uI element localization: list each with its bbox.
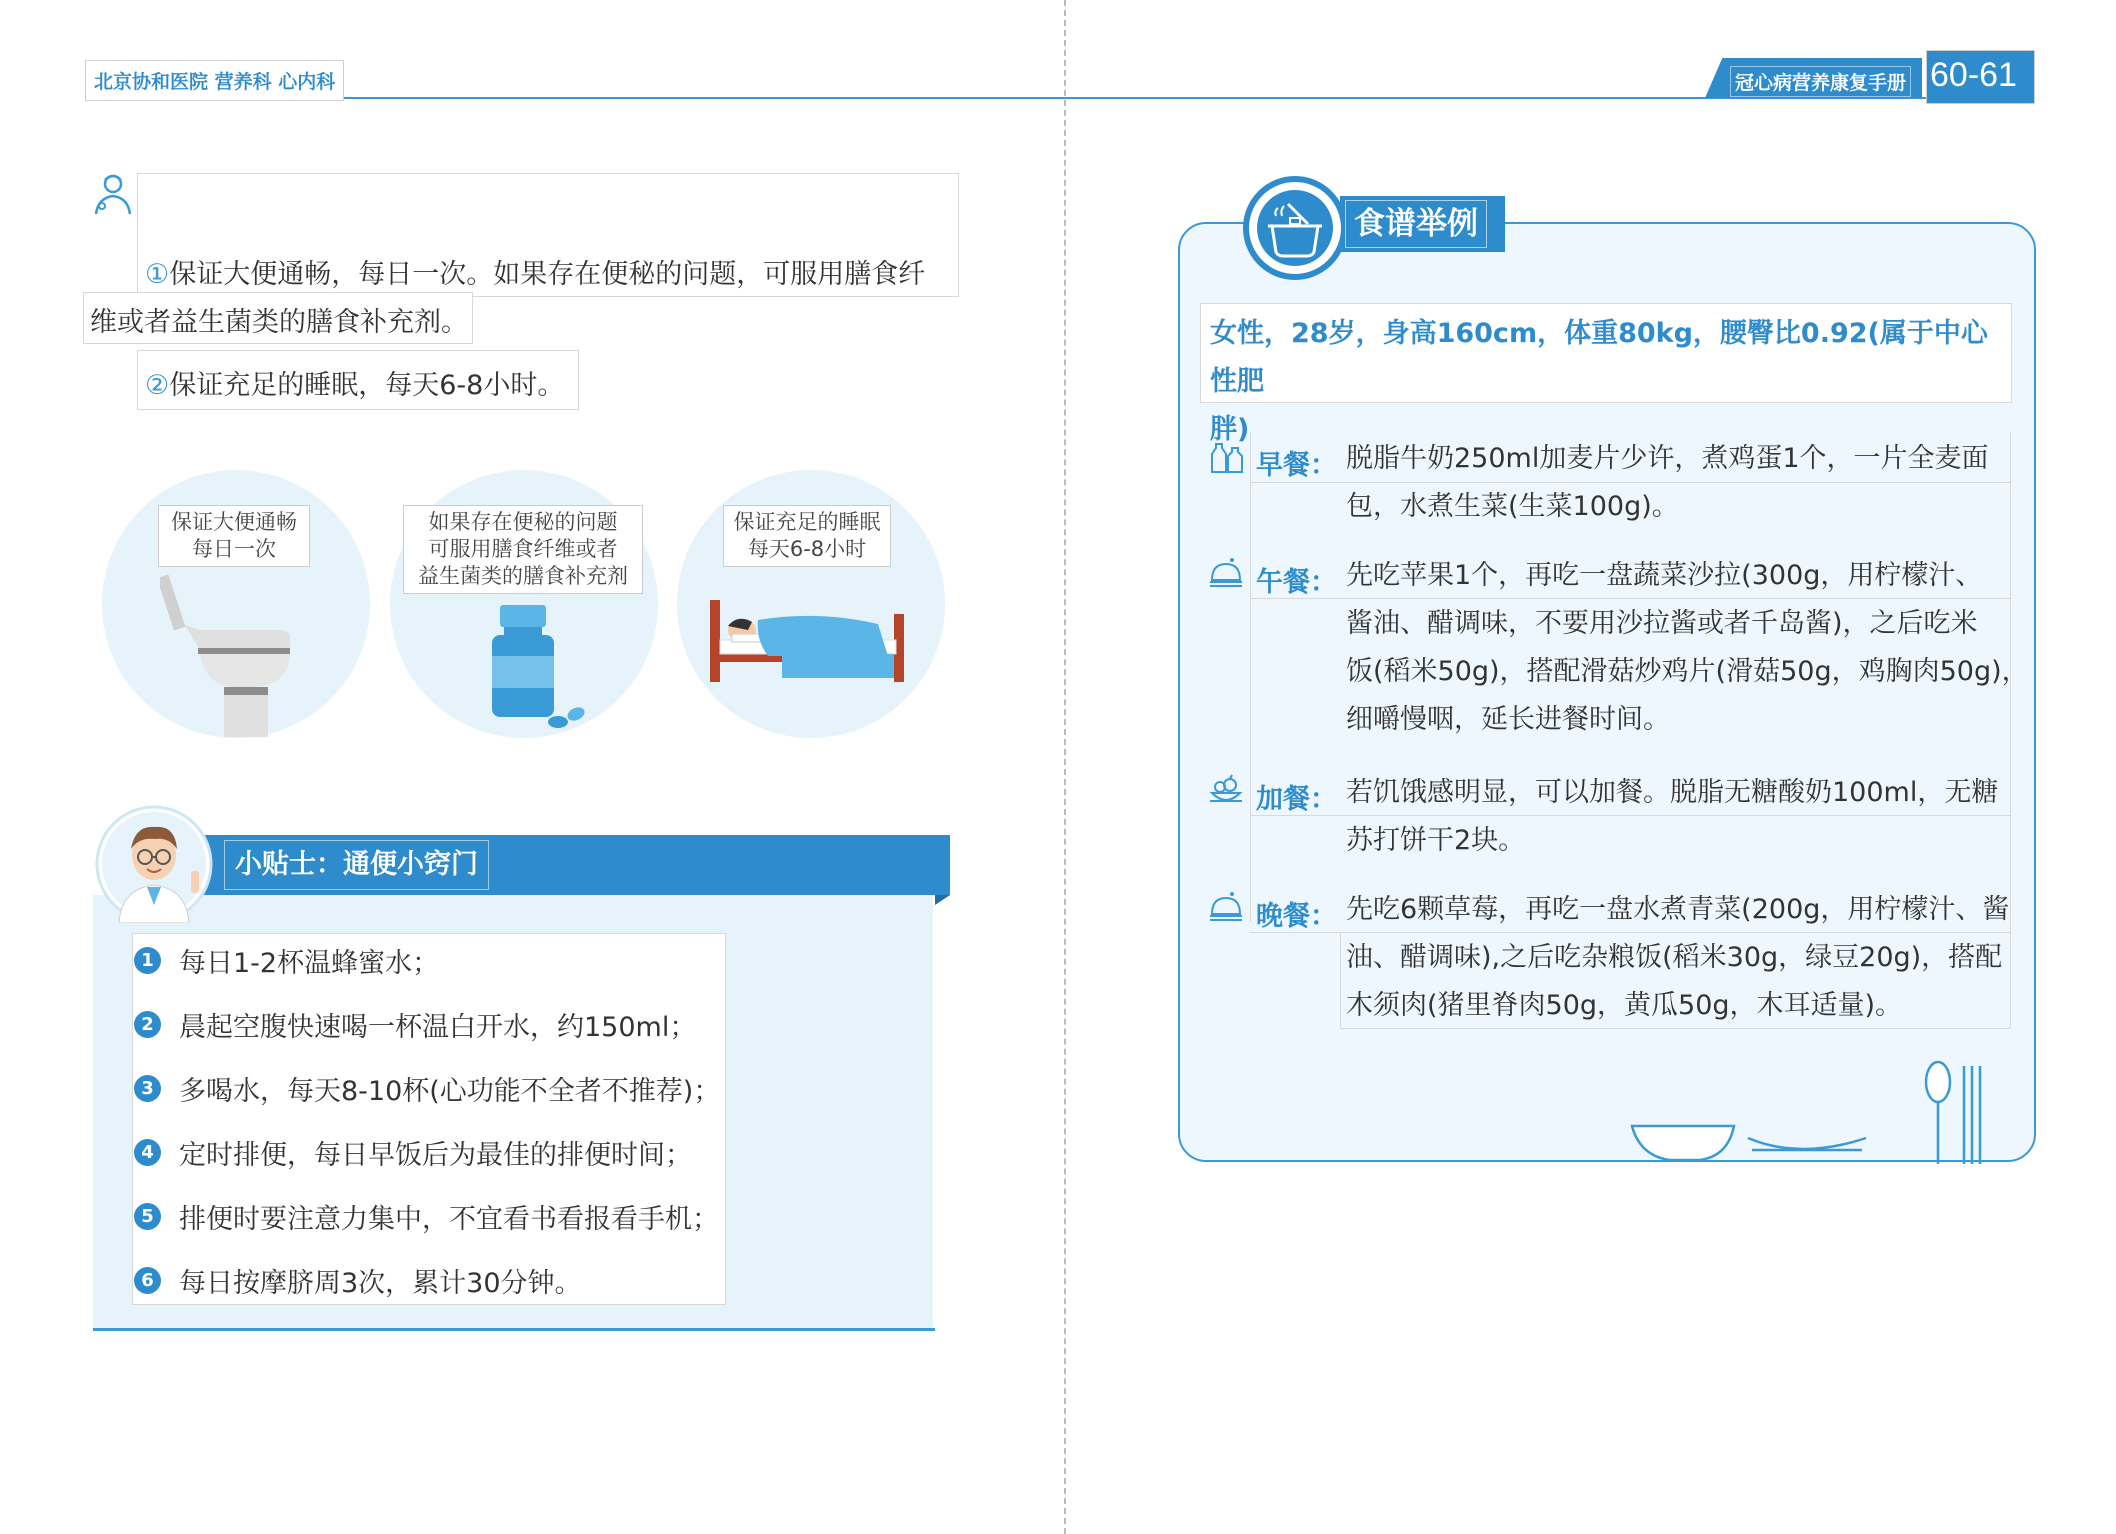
toilet-icon [160,575,310,740]
dinner-line2: 油、醋调味),之后吃杂粮饭(稻米30g，绿豆20g)，搭配 [1346,942,2003,973]
circled-number-1: ① [145,259,170,290]
tip-number-badge: 2 [134,1011,161,1038]
tip-number-badge: 5 [134,1203,161,1230]
pill-caption-line2: 可服用膳食纤维或者 [428,537,618,561]
breakfast-line2: 包，水煮生菜(生菜100g)。 [1346,491,1679,522]
dinner-line1: 先吃6颗草莓，再吃一盘水煮青菜(200g，用柠檬汁、酱 [1346,894,2010,925]
fruit-plate-icon [1208,773,1244,805]
sleep-caption-line2: 每天6-8小时 [747,537,867,561]
tip-number-badge: 1 [134,947,161,974]
other-item2-line [145,363,564,402]
page-spine-divider [1064,0,1066,1534]
tableware-icon [1630,1060,2020,1166]
tip-text: 多喝水，每天8-10杯(心功能不全者不推荐)； [179,1075,721,1107]
tip-item [132,1196,719,1236]
pill-caption-line3: 益生菌类的膳食补充剂 [418,564,628,588]
person-profile-line2: 胖) [1210,414,1250,445]
tip-text: 定时排便，每日早饭后为最佳的排便时间； [179,1139,692,1171]
other-item1-line2: 维或者益生菌类的膳食补充剂。 [90,307,468,338]
meal-label-snack: 加餐： [1256,784,1337,815]
header-right-title: 冠心病营养康复手册 [1730,66,1911,97]
tips-banner-fold [935,895,950,905]
pill-caption [403,505,643,594]
circled-number-2: ② [145,370,170,401]
tips-title: 小贴士：通便小窍门 [224,840,489,890]
dinner-line3: 木须肉(猪里脊肉50g，黄瓜50g，木耳适量)。 [1346,990,1903,1021]
tip-number-badge: 6 [134,1267,161,1294]
toilet-caption [158,505,310,567]
sleep-caption [723,505,891,567]
snack-line2: 苏打饼干2块。 [1346,825,1526,856]
tip-number-badge: 4 [134,1139,161,1166]
cooking-pot-icon [1262,198,1328,260]
tip-number-badge: 3 [134,1075,161,1102]
sleep-caption-line1: 保证充足的睡眠 [733,510,881,534]
meal-label-breakfast: 早餐： [1256,450,1337,481]
breakfast-line1: 脱脂牛奶250ml加麦片少许，煮鸡蛋1个，一片全麦面 [1346,443,1989,474]
tips-bottom-rule [93,1328,935,1331]
toilet-caption-line2: 每日一次 [192,537,276,561]
pill-caption-line1: 如果存在便秘的问题 [428,510,618,534]
bed-sleeping-icon [708,600,908,685]
meal-label-lunch: 午餐： [1256,567,1337,598]
recipe-title: 食谱举例 [1345,200,1487,248]
food-cover-icon [1208,556,1244,588]
tip-text: 晨起空腹快速喝一杯温白开水，约150ml； [179,1011,697,1043]
snack-line1: 若饥饿感明显，可以加餐。脱脂无糖酸奶100ml，无糖 [1346,777,1999,808]
tip-text: 每日按摩脐周3次，累计30分钟。 [179,1267,582,1299]
header-left-title: 北京协和医院 营养科 心内科 [85,60,344,101]
nurse-icon [92,172,134,216]
doctor-avatar-icon [95,805,213,923]
tip-item [132,1260,582,1300]
tip-item [132,1004,696,1044]
tips-list [132,933,726,1305]
page-number: 60-61 [1930,56,2017,94]
person-profile [1210,310,2010,454]
person-profile-line1: 女性，28岁，身高160cm，体重80kg，腰臀比0.92(属于中心性肥 [1210,318,1988,397]
tip-item [132,940,439,980]
pill-bottle-icon [480,600,590,730]
food-cover-icon [1208,890,1244,922]
recipe-grid-vline [2010,432,2011,1028]
tip-item [132,1068,720,1108]
other-item1-text: 保证大便通畅，每日一次。如果存在便秘的问题，可服用膳食纤 [169,259,926,290]
recipe-grid-vline [1340,932,1341,1028]
other-item1-line1 [145,252,925,291]
lunch-line2: 酱油、醋调味，不要用沙拉酱或者千岛酱)，之后吃米 [1346,608,1978,639]
recipe-grid-vline [1250,432,1251,922]
milk-bottle-icon [1208,442,1244,474]
other-item2-text: 保证充足的睡眠，每天6-8小时。 [169,370,565,401]
lunch-line4: 细嚼慢咽，延长进餐时间。 [1346,704,1670,735]
tip-item [132,1132,692,1172]
lunch-line3: 饭(稻米50g)，搭配滑菇炒鸡片(滑菇50g，鸡胸肉50g)， [1346,656,2029,687]
tip-text: 每日1-2杯温蜂蜜水； [179,947,440,979]
tip-text: 排便时要注意力集中，不宜看书看报看手机； [179,1203,719,1235]
lunch-line1: 先吃苹果1个，再吃一盘蔬菜沙拉(300g，用柠檬汁、 [1346,560,1983,591]
meal-label-dinner: 晚餐： [1256,901,1337,932]
toilet-caption-line1: 保证大便通畅 [171,510,297,534]
